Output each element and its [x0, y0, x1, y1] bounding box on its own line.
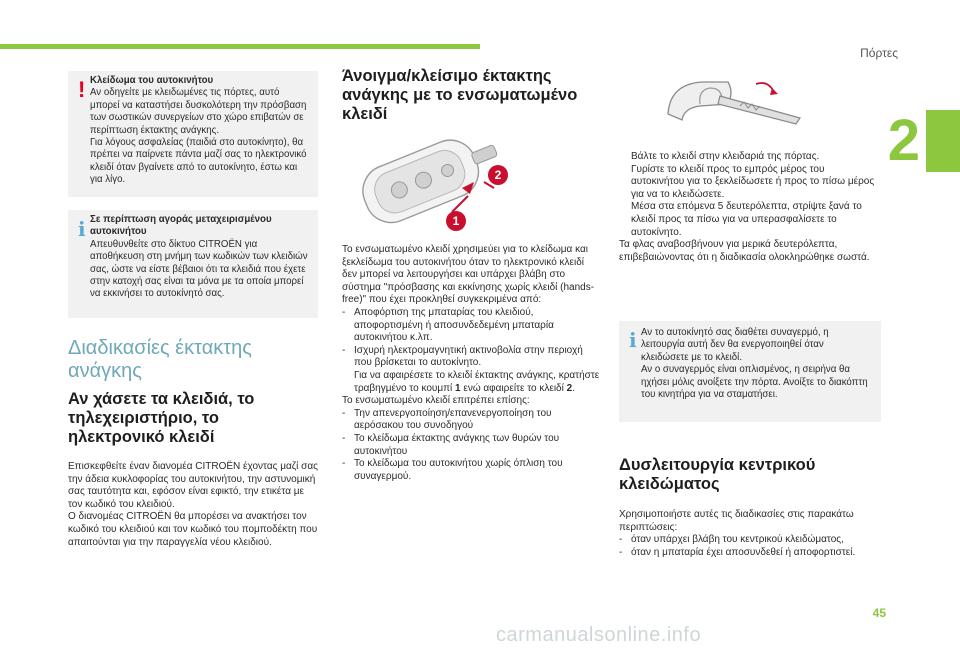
allows-text: Την απενεργοποίηση/επανενεργοποίηση του αερόσακου του συνοδηγού — [354, 407, 552, 432]
callout-2 — [488, 165, 508, 185]
dash-bullet: - — [342, 407, 346, 419]
lock-step — [619, 201, 877, 239]
alarm-info-box — [619, 321, 881, 422]
lock-step-text: Μέσα στα επόμενα 5 δευτερόλεπτα, στρίψτε ξανά το κλειδί προς τα πίσω για να υπερασφαλίσετε το αυτοκίνητο. — [631, 201, 862, 238]
chapter-number: 2 — [887, 108, 920, 173]
cause-text: Αποφόρτιση της μπαταρίας του κλειδιού, αποφορτισμένη ή αποσυνδεδεμένη μπαταρία αυτοκινήτου κ.λπ. — [354, 306, 554, 344]
case-item — [619, 547, 877, 560]
central-locking-intro: Χρησιμοποιήστε αυτές τις διαδικασίες στις παρακάτω περιπτώσεις: — [619, 509, 854, 533]
callout-1 — [446, 211, 466, 231]
indicators-confirmation: Τα φλας αναβοσβήνουν για μερικά δευτερόλεπτα, επιβεβαιώνοντας ότι η διαδικασία ολοκληρώθηκε σωστά. — [619, 239, 870, 263]
lock-step-text: Βάλτε το κλειδί στην κλειδαριά της πόρτας. — [631, 151, 820, 162]
page-number: 45 — [872, 606, 886, 620]
warning-box — [68, 71, 318, 197]
step-text-end: . — [572, 382, 575, 394]
warning-icon: ! — [78, 77, 86, 102]
watermark-link[interactable]: carmanualsonline.info — [496, 624, 702, 646]
callout-2-label: 2 — [494, 168, 502, 182]
info-icon: i — [78, 217, 86, 241]
step-text-pre: Για να αφαιρέσετε το κλειδί έκτακτης ανάγκης, κρατήστε τραβηγμένο το κουμπί — [354, 369, 600, 394]
lost-keys-text-2: Ο διανομέας CITROËN θα μπορέσει να ανακτήσει τον κωδικό του κλειδιού και τον κωδικό του πομποδέκτη που απαιτούνται για την παραγγελία νέου κλειδιού. — [68, 511, 318, 548]
lock-step — [619, 151, 877, 164]
allows-item — [342, 408, 600, 433]
emergency-procedures-heading: Διαδικασίες έκτακτης ανάγκης — [68, 337, 252, 382]
cause-text: Ισχυρή ηλεκτρομαγνητική ακτινοβολία στην περιοχή που βρίσκεται το αυτοκίνητο. — [354, 344, 583, 369]
emergency-key-heading: Άνοιγμα/κλείσιμο έκτακτης ανάγκης με το ενσωματωμένο κλειδί — [342, 67, 578, 123]
info-icon: i — [629, 328, 637, 352]
warning-title: Κλείδωμα του αυτοκινήτου — [90, 75, 214, 86]
lock-step — [619, 164, 877, 202]
dash-bullet: - — [342, 432, 346, 444]
key-also-allows: Το ενσωματωμένο κλειδί επιτρέπει επίσης: — [342, 395, 530, 407]
section-title: Πόρτες — [860, 46, 898, 60]
dash-bullet: - — [342, 458, 346, 470]
allows-text: Το κλείδωμα του αυτοκινήτου χωρίς όπλιση του συναγερμού. — [354, 458, 563, 482]
dash-bullet: - — [342, 306, 346, 318]
lost-keys-heading: Αν χάσετε τα κλειδιά, το τηλεχειριστήριο, το ηλεκτρονικό κλειδί — [68, 390, 255, 446]
dash-bullet: - — [342, 344, 346, 356]
remove-key-step — [342, 370, 600, 395]
key-ref: 2 — [566, 382, 573, 394]
lock-step-text: Γυρίστε το κλειδί προς το εμπρός μέρος του αυτοκινήτου για το ξεκλείδωσετε ή προς το πίσω μέρος για να το κλειδώσετε. — [631, 163, 875, 200]
callout-1-label: 1 — [452, 214, 460, 228]
allows-text: Το κλείδωμα έκτακτης ανάγκης των θυρών του αυτοκινήτου — [354, 432, 560, 457]
case-item — [619, 534, 877, 547]
info-title: Σε περίπτωση αγοράς μεταχειρισμένου αυτοκινήτου — [90, 214, 272, 238]
chapter-tab — [926, 110, 960, 172]
emergency-key-intro: Το ενσωματωμένο κλειδί χρησιμεύει για το κλείδωμα και ξεκλείδωμα του αυτοκινήτου όταν το ηλεκτρονικό κλειδί δεν μπορεί να λειτουργήσει και υπάρχει βλάβη στο σύστημα "πρόσβασης και εκκίνησης χωρίς κλειδί (hands-free)" που έχει προκληθεί συγκεκριμένα από: — [342, 244, 595, 306]
lost-keys-text-1: Επισκεφθείτε έναν διανομέα CITROËN έχοντας μαζί σας την άδεια κυκλοφορίας του αυτοκινήτου, την αστυνομική σας ταυτότητα και, εφόσον είναι εφικτό, την ετικέτα με τον κωδικό του κλειδιού. — [68, 461, 318, 510]
alarm-info-text-1: Αν το αυτοκίνητό σας διαθέτει συναγερμό, η λειτουργία αυτή δεν θα ενεργοποιηθεί όταν κλειδώσετε με το κλειδί. — [641, 327, 829, 363]
step-text-mid: ενώ αφαιρείτε το κλειδί — [460, 382, 567, 394]
central-locking-heading: Δυσλειτουργία κεντρικού κλειδώματος — [619, 456, 816, 493]
warning-text-1: Αν οδηγείτε με κλειδωμένες τις πόρτες, αυτό μπορεί να καταστήσει δυσκολότερη την πρόσβαση των σωστικών συνεργείων στο χώρο επιβατών σε περίπτωση έκτακτης ανάγκης. — [90, 87, 307, 136]
button-ref: 1 — [455, 382, 461, 394]
allows-item — [342, 433, 600, 458]
cause-item — [342, 345, 600, 370]
dash-bullet: - — [619, 546, 623, 558]
key-in-lock-illustration — [660, 74, 810, 136]
info-text: Απευθυνθείτε στο δίκτυο CITROËN για αποθήκευση στη μνήμη των κωδικών των κλειδιών σας, ώστε να είστε βέβαιοι ότι τα κλειδιά που έχετε στην κατοχή σας είναι τα μόνα με τα οποία μπορεί να εκκινήσει το αυτοκίνητό σας. — [90, 238, 308, 300]
allows-item — [342, 458, 600, 483]
dash-bullet: - — [619, 534, 623, 546]
used-car-info-box — [68, 210, 318, 318]
cause-item — [342, 307, 600, 345]
warning-text-2: Για λόγους ασφαλείας (παιδιά στο αυτοκίνητο), θα πρέπει να παίρνετε πάντα μαζί σας το ηλεκτρονικό κλειδί όταν βγαίνετε από το αυτοκίνητο, έστω και για λίγο. — [90, 137, 307, 186]
alarm-info-text-2: Αν ο συναγερμός είναι οπλισμένος, η σειρήνα θα ηχήσει μόλις ανοίξετε την πόρτα. Ανοίξτε το διακόπτη του κινητήρα για να σταματήσει. — [641, 364, 868, 401]
case-text: όταν υπάρχει βλάβη του κεντρικού κλειδώματος, — [631, 534, 844, 546]
case-text: όταν η μπαταρία έχει αποσυνδεθεί ή αποφορτιστεί. — [631, 546, 856, 558]
top-accent-bar — [0, 44, 480, 49]
